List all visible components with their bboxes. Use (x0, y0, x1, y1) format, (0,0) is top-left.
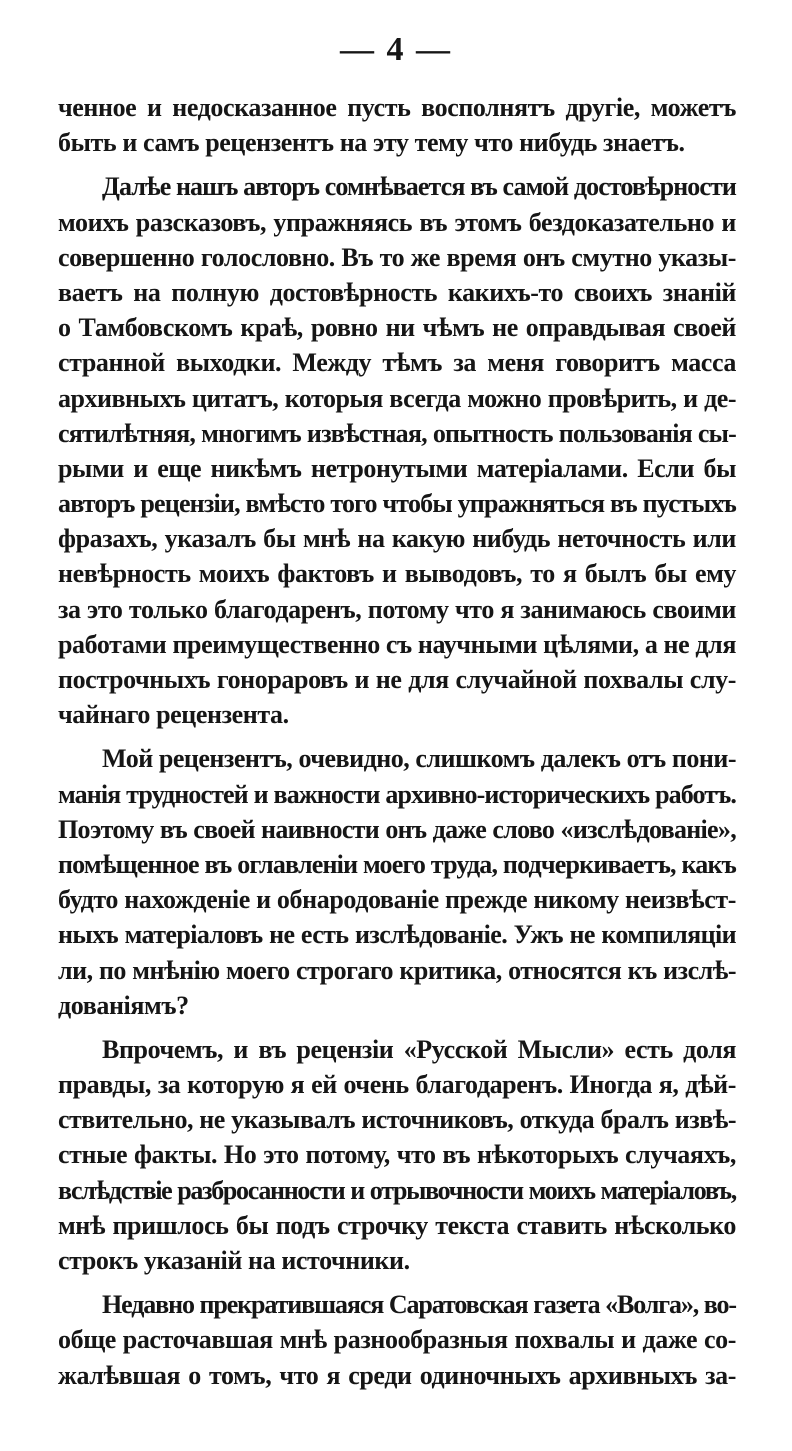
text-line: построчныхъ гонораровъ и не для случайной похвалы слу- (58, 665, 736, 694)
text-line: фразахъ, указалъ бы мнѣ на какую нибудь неточность или (58, 524, 736, 554)
text-line: о Тамбовскомъ краѣ, ровно ни чѣмъ не оправдывая своей (58, 313, 736, 343)
text-line: вслѣдствіе разбросанности и отрывочности моихъ матеріаловъ, (58, 1175, 736, 1205)
paragraph (58, 741, 736, 1023)
text-line: дованіямъ? (58, 990, 189, 1020)
paragraph (58, 1032, 736, 1278)
page-number: — 4 — (340, 31, 452, 68)
text-line: ли, по мнѣнію моего строгаго критика, относятся къ изслѣ- (58, 955, 736, 985)
paragraph (58, 1287, 736, 1393)
text-line: мнѣ пришлось бы подъ строчку текста ставить нѣсколько (58, 1210, 736, 1240)
text-line: помѣщенное въ оглавленіи моего труда, подчеркиваетъ, какъ (58, 849, 736, 879)
text-line: невѣрность моихъ фактовъ и выводовъ, то я былъ бы ему (58, 559, 736, 589)
text-line: совершенно голословно. Въ то же время онъ смутно указы- (58, 242, 736, 272)
text-line: Недавно прекратившаяся Саратовская газета «Волга», во- (102, 1290, 736, 1320)
text-line: за это только благодаренъ, потому что я занимаюсь своими (58, 594, 736, 624)
text-line: обще расточавшая мнѣ разнообразныя похвалы и даже со- (58, 1325, 736, 1355)
text-line: ченное и недосказанное пусть восполнятъ другіе, можетъ (58, 93, 736, 122)
text-line: архивныхъ цитатъ, которыя всегда можно провѣрить, и де- (58, 383, 736, 413)
paragraph (58, 90, 736, 160)
text-line: стные факты. Но это потому, что въ нѣкоторыхъ случаяхъ, (58, 1140, 736, 1170)
text-line: рыми и еще никѣмъ нетронутыми матеріалами. Если бы (58, 453, 736, 483)
text-line: ваетъ на полную достовѣрность какихъ-то своихъ знаній (58, 277, 736, 307)
text-line: ствительно, не указывалъ источниковъ, откуда бралъ извѣ- (58, 1105, 736, 1135)
text-line: быть и самъ рецензентъ на эту тему что нибудь знаетъ. (58, 128, 685, 158)
text-line: Поэтому въ своей наивности онъ даже слово «изслѣдованіе», (58, 814, 736, 844)
text-line: моихъ разсказовъ, упражняясь въ этомъ бездоказательно и (58, 207, 736, 237)
text-line: чайнаго рецензента. (58, 700, 289, 730)
text-line: авторъ рецензіи, вмѣсто того чтобы упражняться въ пустыхъ (58, 489, 736, 519)
body-text (58, 90, 736, 1393)
text-line: Далѣе нашъ авторъ сомнѣвается въ самой достовѣрности (102, 172, 736, 202)
text-line: сятилѣтняя, многимъ извѣстная, опытность пользованія сы- (58, 418, 736, 448)
text-line: будто нахожденіе и обнародованіе прежде никому неизвѣст- (58, 885, 736, 915)
paragraph (58, 169, 736, 732)
text-line: жалѣвшая о томъ, что я среди одиночныхъ архивныхъ за- (58, 1360, 736, 1390)
text-line: ныхъ матеріаловъ не есть изслѣдованіе. Ужъ не компиляціи (58, 920, 736, 950)
text-line: правды, за которую я ей очень благодаренъ. Иногда я, дѣй- (58, 1070, 736, 1100)
text-line: Впрочемъ, и въ рецензіи «Русской Мысли» есть доля (102, 1034, 736, 1064)
text-line: манія трудностей и важности архивно-историческихъ работъ. (58, 779, 736, 809)
text-line: строкъ указаній на источники. (58, 1246, 410, 1275)
text-line: Мой рецензентъ, очевидно, слишкомъ далекъ отъ пони- (102, 744, 736, 774)
text-line: странной выходки. Между тѣмъ за меня говоритъ масса (58, 348, 736, 378)
text-line: работами преимущественно съ научными цѣлями, а не для (58, 629, 736, 659)
